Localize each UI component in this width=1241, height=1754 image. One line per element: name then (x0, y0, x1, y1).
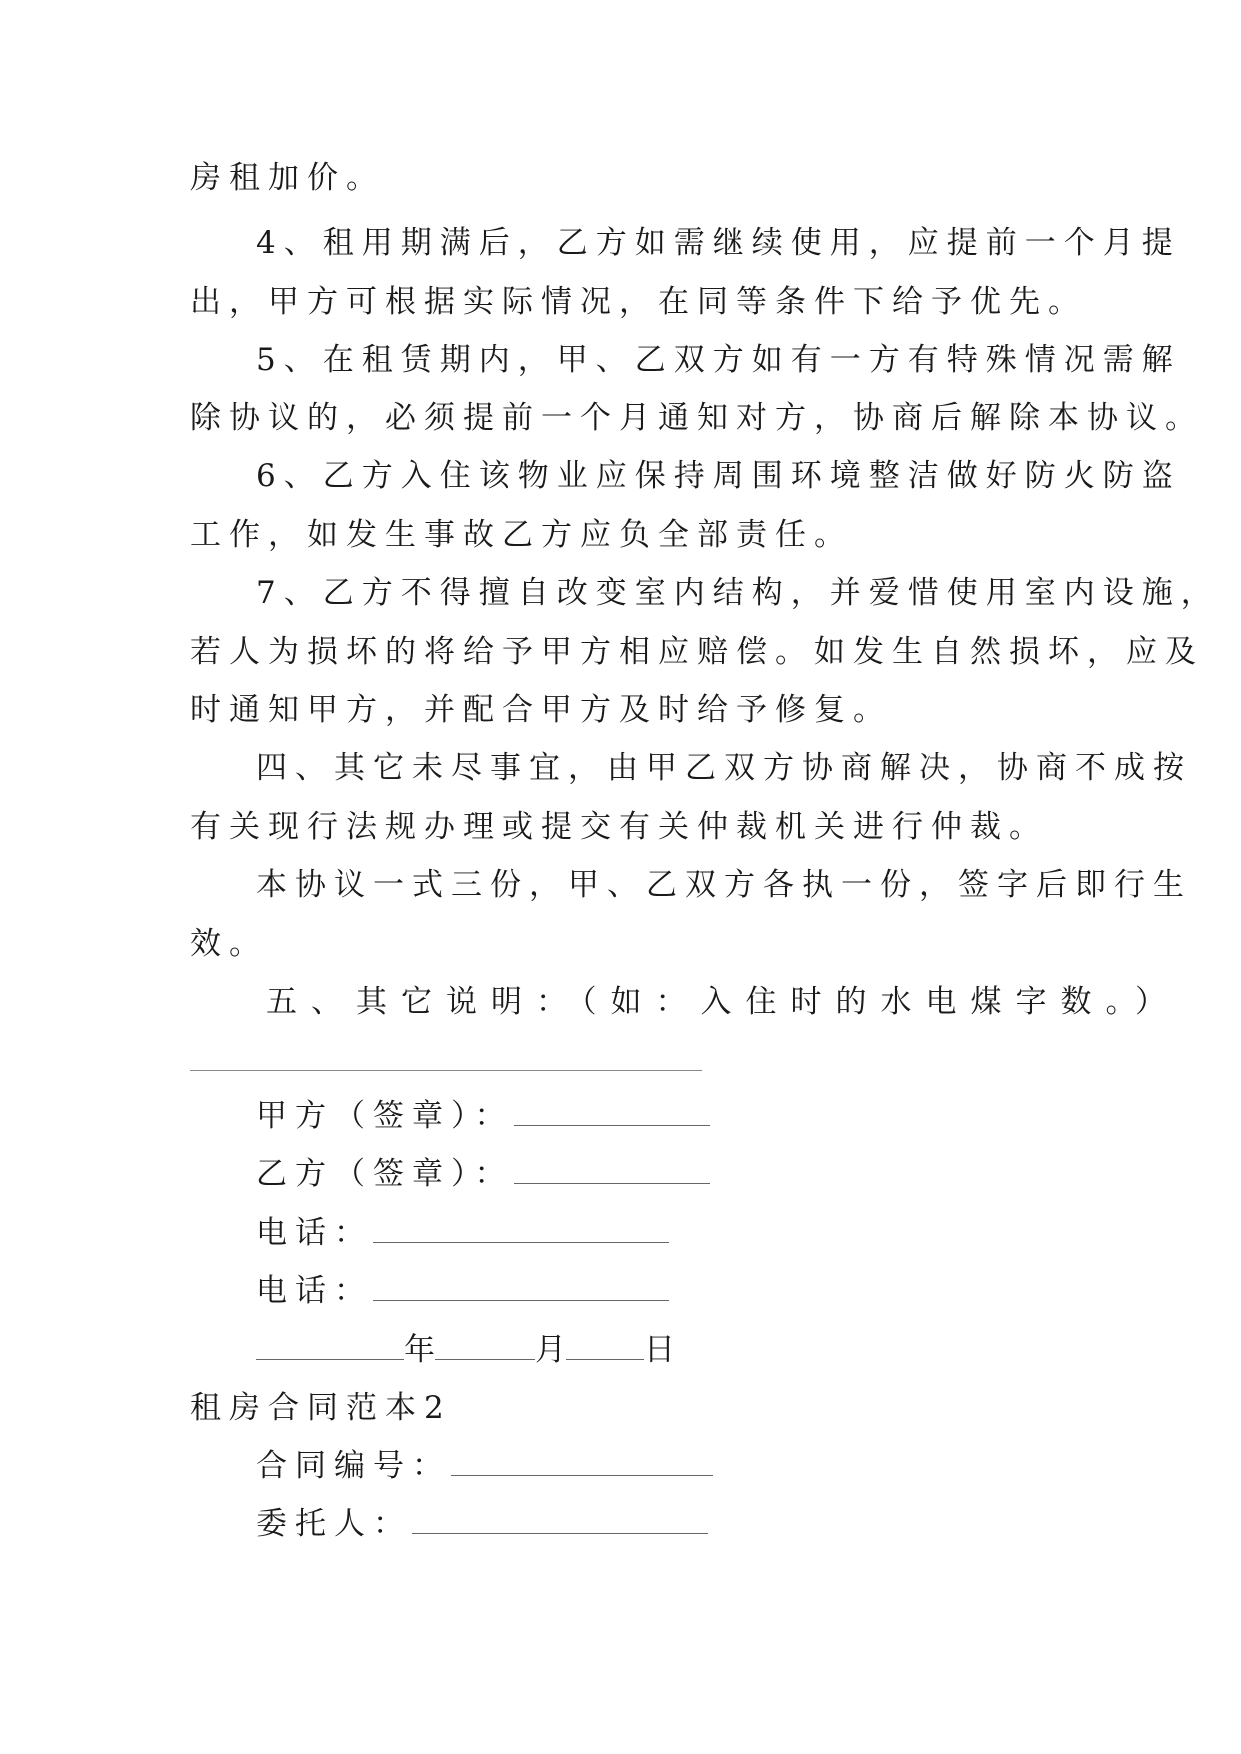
clause-7-line-2: 若人为损坏的将给予甲方相应赔偿。如发生自然损坏，应及 (190, 634, 1204, 670)
party-b-blank (514, 1155, 710, 1184)
section-4-line-1: 四、其它未尽事宜，由甲乙双方协商解决，协商不成按 (256, 750, 1192, 786)
clause-4-line-1: 4、租用期满后，乙方如需继续使用，应提前一个月提 (256, 225, 1181, 261)
clause-7-line-1: 7、乙方不得擅自改变室内结构，并爱惜使用室内设施， (256, 575, 1220, 611)
clause-7-line-3: 时通知甲方，并配合甲方及时给予修复。 (190, 692, 892, 728)
contract-number-blank (451, 1447, 713, 1476)
clause-6-line-2: 工作，如发生事故乙方应负全部责任。 (190, 517, 853, 553)
year-blank (256, 1331, 404, 1360)
phone-b-label: 电话： (256, 1273, 373, 1309)
party-a-label: 甲方（签章）： (256, 1098, 514, 1134)
section-4-line-2: 有关现行法规办理或提交有关仲裁机关进行仲裁。 (190, 809, 1048, 845)
party-a-signature (256, 1096, 710, 1136)
paragraph-line: 房租加价。 (190, 160, 385, 196)
phone-a-label: 电话： (256, 1215, 373, 1251)
year-label: 年 (404, 1332, 435, 1368)
party-a-blank (514, 1097, 710, 1126)
month-blank (435, 1331, 535, 1360)
day-label: 日 (644, 1332, 675, 1368)
clause-4-line-2: 出，甲方可根据实际情况，在同等条件下给予优先。 (190, 284, 1087, 320)
contract-2-title: 租房合同范本2 (190, 1390, 452, 1426)
contract-number-label: 合同编号： (256, 1448, 451, 1484)
copies-line-2: 效。 (190, 926, 268, 962)
copies-line-1: 本协议一式三份，甲、乙双方各执一份，签字后即行生 (256, 867, 1192, 903)
clause-6-line-1: 6、乙方入住该物业应保持周围环境整洁做好防火防盗 (256, 458, 1181, 494)
phone-b-blank (373, 1272, 669, 1301)
party-b-signature (256, 1154, 710, 1194)
phone-b-row (256, 1271, 669, 1311)
month-label: 月 (535, 1332, 566, 1368)
party-b-label: 乙方（签章）： (256, 1156, 514, 1192)
principal-label: 委托人： (256, 1506, 412, 1542)
principal-blank (412, 1505, 708, 1534)
clause-5-line-2: 除协议的，必须提前一个月通知对方，协商后解除本协议。 (190, 400, 1204, 436)
phone-a-row (256, 1213, 669, 1253)
date-row (256, 1330, 675, 1370)
day-blank (566, 1331, 644, 1360)
section-5-heading: 五、其它说明：（如：入住时的水电煤字数。） (266, 984, 1180, 1020)
contract-number-row (256, 1446, 713, 1486)
phone-a-blank (373, 1214, 669, 1243)
blank-rule (190, 1070, 702, 1071)
clause-5-line-1: 5、在租赁期内，甲、乙双方如有一方有特殊情况需解 (256, 342, 1181, 378)
principal-row (256, 1504, 708, 1544)
